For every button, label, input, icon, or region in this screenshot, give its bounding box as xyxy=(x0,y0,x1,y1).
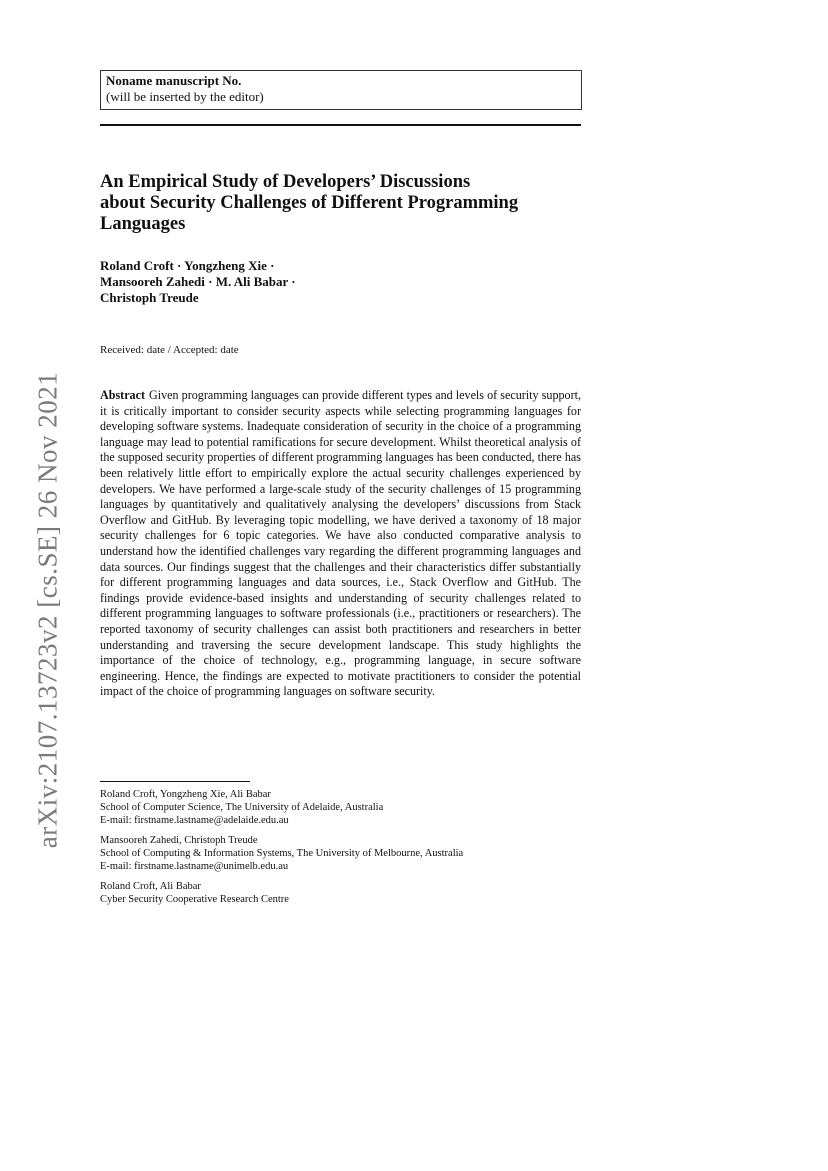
manuscript-number-box xyxy=(100,70,582,110)
affiliation-melbourne xyxy=(100,834,580,873)
title-line: about Security Challenges of Different Programming xyxy=(100,193,519,213)
affiliation-names: Mansooreh Zahedi, Christoph Treude xyxy=(100,835,258,846)
affiliation-email: E-mail: firstname.lastname@unimelb.edu.au xyxy=(100,861,289,872)
affiliation-cscrc xyxy=(100,880,580,906)
affiliation-adelaide xyxy=(100,788,580,827)
footnote-rule xyxy=(100,781,250,782)
title-line: An Empirical Study of Developers’ Discussions xyxy=(100,172,471,192)
affiliation-names: Roland Croft, Yongzheng Xie, Ali Babar xyxy=(100,789,271,800)
affiliation-institution: School of Computing & Information Systems, The University of Melbourne, Australia xyxy=(100,848,464,859)
author-line: Christoph Treude xyxy=(100,290,199,305)
affiliation-institution: School of Computer Science, The University of Adelaide, Australia xyxy=(100,802,384,813)
affiliation-institution: Cyber Security Cooperative Research Centre xyxy=(100,894,289,905)
manuscript-number-label: Noname manuscript No. xyxy=(106,73,242,88)
editor-note: (will be inserted by the editor) xyxy=(106,89,264,104)
author-line: Roland Croft · Yongzheng Xie · xyxy=(100,258,275,273)
header-rule xyxy=(100,124,581,126)
abstract-label: Abstract xyxy=(100,388,146,402)
author-line: Mansooreh Zahedi · M. Ali Babar · xyxy=(100,274,296,289)
author-list xyxy=(100,258,580,306)
title-line: Languages xyxy=(100,214,186,234)
paper-title xyxy=(100,172,590,235)
received-date: Received: date / Accepted: date xyxy=(100,344,239,356)
abstract-text: Given programming languages can provide different types and levels of security support, it is critically important to consider security aspects while selecting programming languages for developing software systems. Inadequate consideration of security in the choice of a programming language may lead to potential ramifications for secure development. Whilst theoretical analysis of the supposed security properties of different programming languages has been conducted, there has been relatively little effort to empirically explore the actual security challenges experienced by developers. We have performed a large-scale study of the security challenges of 15 programming languages by quantitatively and qualitatively analysing the developers’ discussions from Stack Overflow and GitHub. By leveraging topic modelling, we have derived a taxonomy of 18 major security challenges for 6 topic categories. We have also conducted comparative analysis to understand how the identified challenges vary regarding the different programming languages and data sources. Our findings suggest that the challenges and their characteristics differ substantially for different programming languages and data sources, i.e., Stack Overflow and GitHub. The findings provide evidence-based insights and understanding of security challenges related to different programming languages to software professionals (i.e., practitioners or researchers). The reported taxonomy of security challenges can assist both practitioners and researchers in better understanding and traversing the secure development landscape. This study highlights the importance of the choice of technology, e.g., programming language, in secure software engineering. Hence, the findings are expected to motivate practitioners to consider the potential impact of the choice of programming languages on software security. xyxy=(100,388,581,699)
affiliations xyxy=(100,788,580,913)
abstract xyxy=(100,388,581,700)
arxiv-identifier: arXiv:2107.13723v2 [cs.SE] 26 Nov 2021 xyxy=(32,371,63,849)
affiliation-email: E-mail: firstname.lastname@adelaide.edu.au xyxy=(100,815,289,826)
affiliation-names: Roland Croft, Ali Babar xyxy=(100,881,201,892)
